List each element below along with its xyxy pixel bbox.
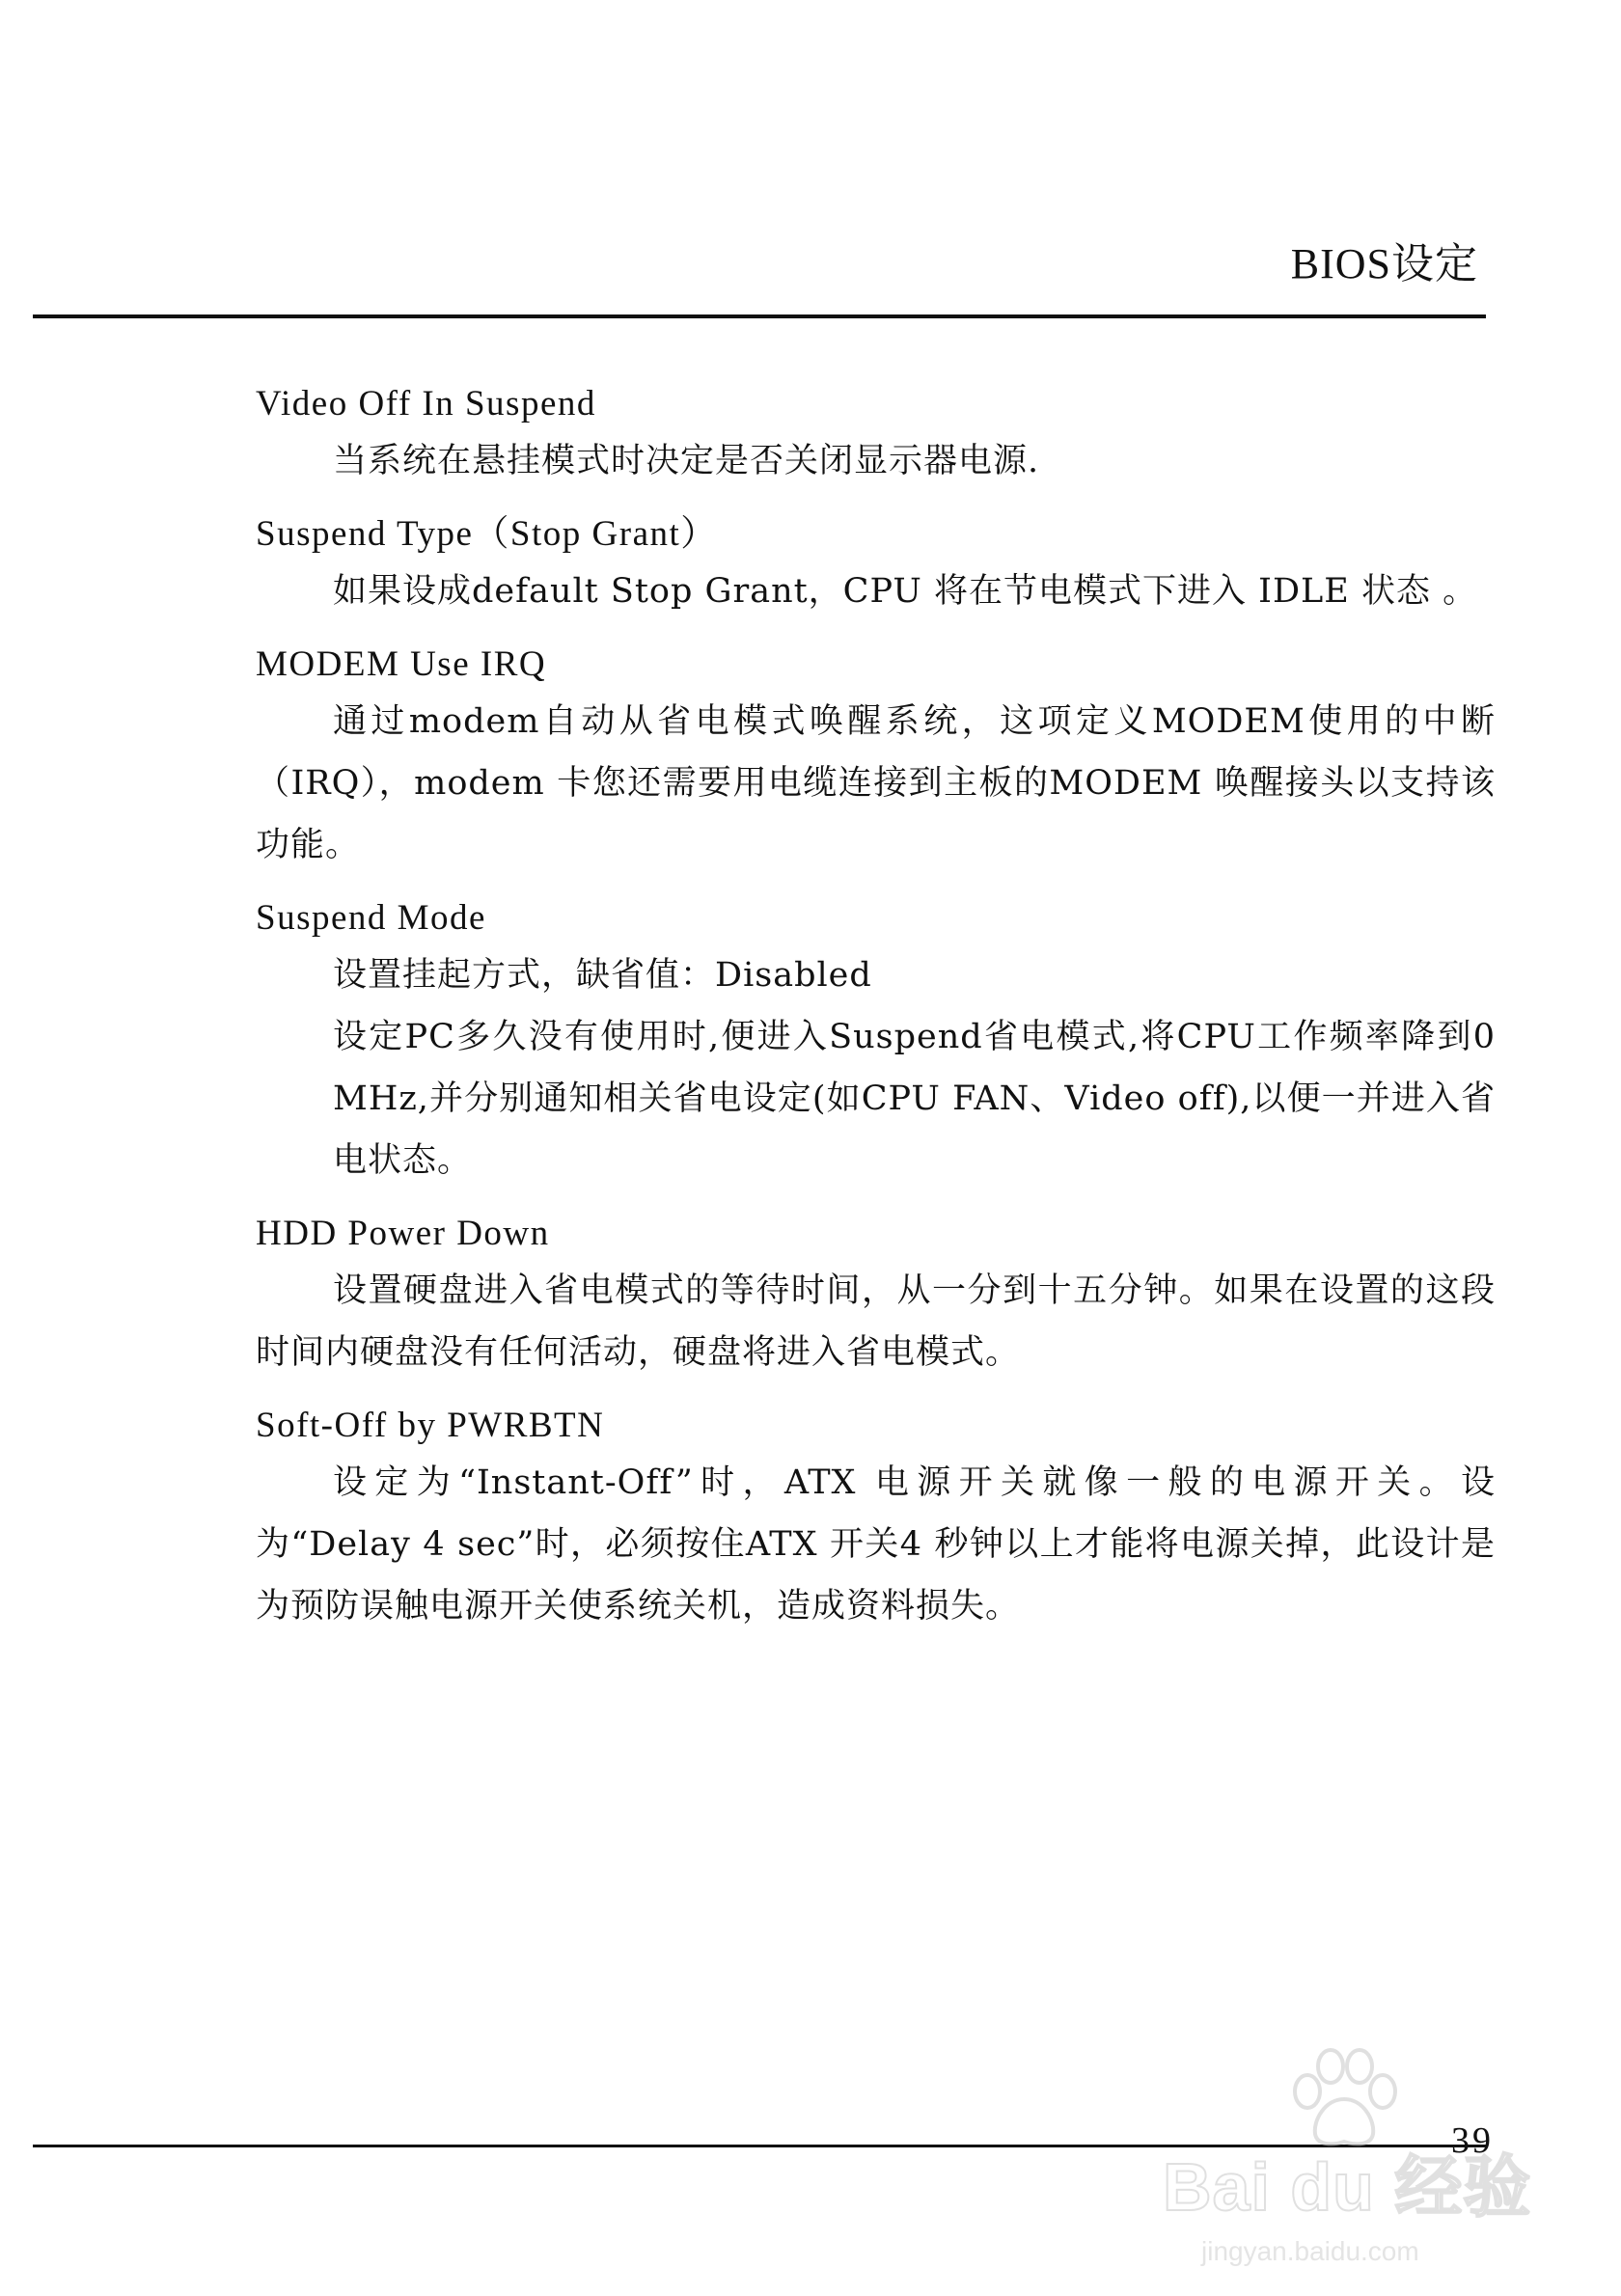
section-soft-off-by-pwrbtn	[256, 1400, 1496, 1637]
header-rule	[33, 314, 1486, 318]
section-paragraph: 当系统在悬挂模式时决定是否关闭显示器电源.	[333, 442, 1040, 480]
section-paragraph: 通过modem自动从省电模式唤醒系统，这项定义MODEM使用的中断（IRQ），modem 卡您还需要用电缆连接到主板的MODEM 唤醒接头以支持该功能。	[256, 702, 1496, 864]
page-number: 39	[1451, 2120, 1494, 2161]
footer-rule	[33, 2145, 1486, 2147]
section-hdd-power-down	[256, 1208, 1496, 1383]
section-paragraph: 如果设成default Stop Grant，CPU 将在节电模式下进入 IDLE 状态 。	[333, 572, 1478, 611]
watermark-logo-text: Bai du 经验	[1163, 2149, 1532, 2225]
section-modem-use-irq	[256, 639, 1496, 876]
section-paragraph: 设定为“Instant-Off”时，ATX 电源开关就像一般的电源开关。设为“Delay 4 sec”时，必须按住ATX 开关4 秒钟以上才能将电源关掉，此设计是为预防误触电源开关使系统关机，造成资料损失。	[256, 1463, 1496, 1626]
section-suspend-type	[256, 508, 1496, 622]
section-title: Video Off In Suspend	[256, 384, 596, 424]
section-title: MODEM Use IRQ	[256, 644, 547, 684]
section-title: HDD Power Down	[256, 1214, 550, 1253]
watermark-url: jingyan.baidu.com	[1201, 2236, 1419, 2266]
section-paragraph: 设置挂起方式，缺省值：Disabled	[333, 956, 872, 995]
section-title: Suspend Type（Stop Grant）	[256, 514, 718, 554]
section-paragraph: 设定PC多久没有使用时,便进入Suspend省电模式,将CPU工作频率降到0 MHz,并分别通知相关省电设定(如CPU FAN、Video off),以便一并进入省电状态。	[333, 1018, 1496, 1180]
document-body	[256, 378, 1496, 1654]
section-paragraph: 设置硬盘进入省电模式的等待时间，从一分到十五分钟。如果在设置的这段时间内硬盘没有任何活动，硬盘将进入省电模式。	[256, 1271, 1496, 1372]
page-header-title: BIOS设定	[1290, 240, 1478, 287]
paw-logo-icon	[1286, 2045, 1402, 2151]
section-suspend-mode	[256, 892, 1496, 1191]
section-title: Soft-Off by PWRBTN	[256, 1406, 605, 1445]
section-title: Suspend Mode	[256, 898, 486, 938]
section-video-off-in-suspend	[256, 378, 1496, 492]
